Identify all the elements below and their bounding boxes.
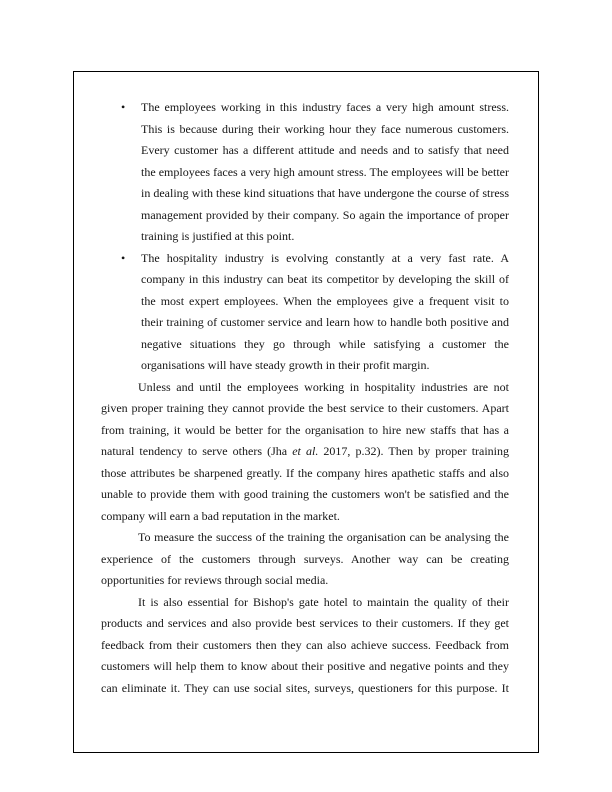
paragraph-line: given proper training they cannot provide the best service to their customers. Apart [101, 401, 509, 415]
paragraph-line: customers will help them to know about their positive and negative points and they [101, 659, 509, 673]
bullet-icon: • [121, 100, 126, 114]
bullet-item [101, 248, 509, 377]
bullet-line: management provided by their company. So again the importance of proper [141, 207, 509, 222]
bullet-line: in dealing with these kind situations that have undergone the course of stress [141, 186, 509, 200]
bullet-line: the most expert employees. When the employees give a frequent visit to [141, 293, 509, 308]
paragraph-line: products and services and also provide best services to their customers. If they get [101, 616, 509, 630]
paragraph-line: experience of the customers through surveys. Another way can be creating [101, 551, 509, 566]
paragraph-line: Unless and until the employees working in hospitality industries are not [138, 379, 509, 394]
bullet-line: organisations will have steady growth in their profit margin. [141, 358, 430, 372]
paragraph-line: To measure the success of the training the organisation can be analysing the [138, 530, 509, 544]
bullet-line: Every customer has a different attitude and needs and to satisfy that need [141, 143, 509, 157]
bullet-line: This is because during their working hour they face numerous customers. [141, 121, 509, 136]
bullet-line: their training of customer service and learn how to handle both positive and [141, 315, 509, 329]
paragraph-line: unable to provide them with good training the customers won't be satisfied and the [101, 487, 509, 501]
paragraph-line: opportunities for reviews through social media. [101, 573, 329, 587]
paragraph [101, 377, 509, 528]
paragraph [101, 592, 509, 700]
bullet-line: the employees faces a very high amount stress. The employees will be better [141, 164, 509, 179]
bullet-line: negative situations they go through while satisfying a customer the [141, 336, 509, 351]
bullet-line: training is justified at this point. [141, 229, 295, 243]
paragraph-line: those attributes be sharpened greatly. If the company hires apathetic staffs and also [101, 465, 509, 480]
paragraph-line: It is also essential for Bishop's gate hotel to maintain the quality of their [138, 594, 509, 609]
paragraph-line: feedback from their customers then they can also achieve success. Feedback from [101, 637, 509, 652]
bullet-item [101, 97, 509, 248]
italic-citation-text: et al. [292, 444, 319, 458]
paragraph [101, 527, 509, 592]
paragraph-line: can eliminate it. They can use social sites, surveys, questioners for this purpose. It [101, 680, 509, 695]
paragraph-line: natural tendency to serve others (Jha et al. 2017, p.32). Then by proper training [101, 444, 510, 458]
paragraph-line: from training, it would be better for the organisation to hire new staffs that has a [101, 422, 509, 437]
bullet-line: The hospitality industry is evolving constantly at a very fast rate. A [141, 250, 509, 265]
document-body [101, 97, 509, 699]
bullet-line: The employees working in this industry faces a very high amount stress. [141, 100, 509, 114]
bullet-line: company in this industry can beat its competitor by developing the skill of [141, 272, 509, 286]
paragraph-line: company will earn a bad reputation in the market. [101, 508, 340, 523]
bullet-icon: • [121, 250, 126, 265]
